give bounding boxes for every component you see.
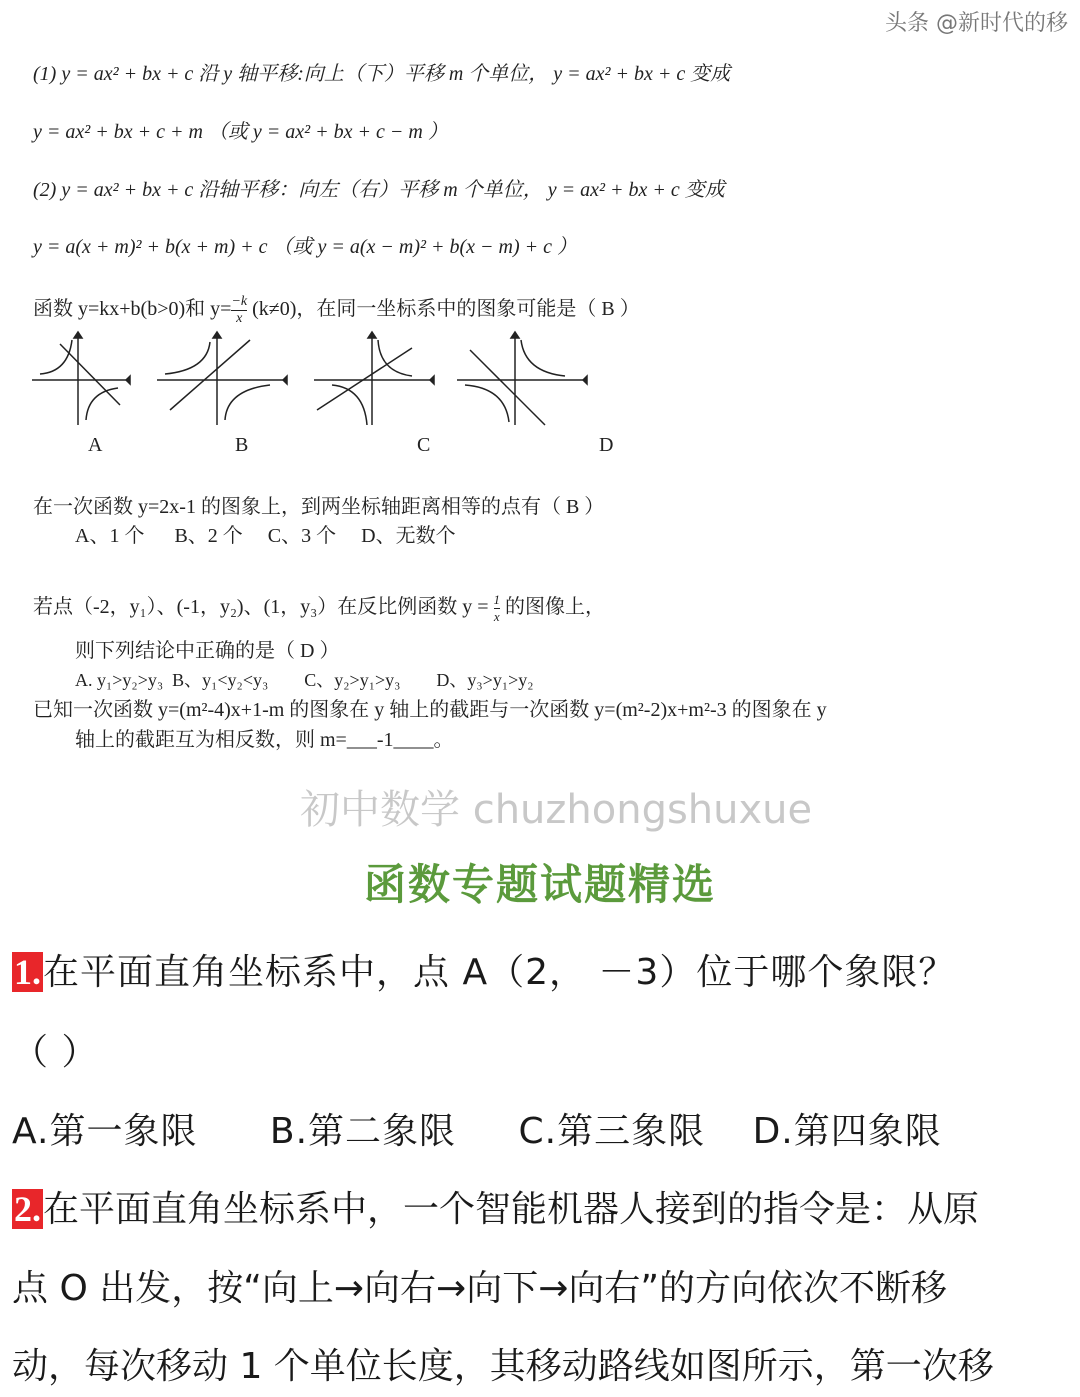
question-1-blank: （ ） [12, 1032, 99, 1073]
question-line-options: A、1 个 B、2 个 C、3 个 D、无数个 [75, 525, 456, 547]
rule-vertical-result: y = ax² + bx + c + m （或 y = ax² + bx + c − m ） [33, 121, 448, 143]
rule-vertical-shift: (1) y = ax² + bx + c 沿 y 轴平移:向上（下）平移 m 个单位， y = ax² + bx + c 变成 [33, 63, 731, 85]
question-1 [12, 944, 955, 995]
section-title: 函数专题试题精选 [363, 860, 716, 909]
question-2-line2: 点 O 出发，按“向上→向右→向下→向右”的方向依次不断移 [12, 1268, 948, 1309]
numerator: −k [231, 293, 248, 309]
question-inverse-options: A. y₁>y₂>y₃ B、y₁<y₂<y₃ C、y₂>y₁>y₃ D、y₃>y₁>y₂ [75, 670, 534, 690]
option-a: A.第一象限 [12, 1111, 198, 1152]
question-text: 在平面直角坐标系中，点 A（2， －3）位于哪个象限？ [43, 952, 956, 993]
graph-label-b: B [235, 434, 249, 456]
graph-label-d: D [599, 434, 614, 456]
option-b: B.第二象限 [269, 1111, 457, 1152]
option-d: D.第四象限 [752, 1111, 942, 1152]
denominator: x [236, 310, 243, 326]
denominator: x [493, 608, 500, 624]
rule-horizontal-shift: (2) y = ax² + bx + c 沿轴平移：向左（右）平移 m 个单位， y = ax² + bx + c 变成 [33, 179, 725, 201]
question-inverse [33, 590, 605, 625]
source-watermark: 头条 @新时代的移 [885, 11, 1068, 36]
question-intercept-line1: 已知一次函数 y=(m²-4)x+1-m 的图象在 y 轴上的截距与一次函数 y=(m²-2)x+m²-3 的图象在 y [33, 699, 827, 721]
question-inverse-sub: 则下列结论中正确的是（ D ） [75, 640, 340, 662]
question-2-line1 [12, 1181, 979, 1232]
question-2-line3: 动，每次移动 1 个单位长度，其移动路线如图所示，第一次移 [12, 1346, 994, 1387]
question-number: 2. [14, 1189, 41, 1229]
rule-horizontal-result: y = a(x + m)² + b(x + m) + c （或 y = a(x − m)² + b(x − m) + c ） [33, 236, 578, 258]
question-1-options [12, 1103, 942, 1154]
graph-c [312, 330, 437, 430]
numerator: 1 [493, 591, 500, 607]
watermark: 初中数学 chuzhongshuxue [300, 787, 813, 833]
graph-a [30, 330, 135, 430]
graph-label-a: A [88, 434, 103, 456]
graph-d [455, 330, 590, 430]
question-intercept-line2: 轴上的截距互为相反数，则 m=___-1____。 [75, 729, 454, 751]
question-text-end: (k≠0)，在同一坐标系中的图象可能是（ B ） [247, 298, 640, 320]
question-text: 函数 y=kx+b(b>0)和 y= [33, 298, 232, 320]
question-text: 若点（-2，y₁）、(-1，y₂)、(1，y₃）在反比例函数 y = [33, 596, 494, 618]
question-text: 在平面直角坐标系中，一个智能机器人接到的指令是：从原 [43, 1189, 980, 1230]
option-c: C.第三象限 [518, 1111, 706, 1152]
graph-b [155, 330, 290, 430]
question-number: 1. [14, 952, 41, 992]
fraction [231, 294, 247, 327]
graph-label-c: C [417, 434, 431, 456]
question-line-text: 在一次函数 y=2x-1 的图象上，到两坐标轴距离相等的点有（ B ） [33, 496, 605, 518]
question-graph [33, 292, 640, 327]
question-text-end: 的图像上， [500, 596, 605, 618]
